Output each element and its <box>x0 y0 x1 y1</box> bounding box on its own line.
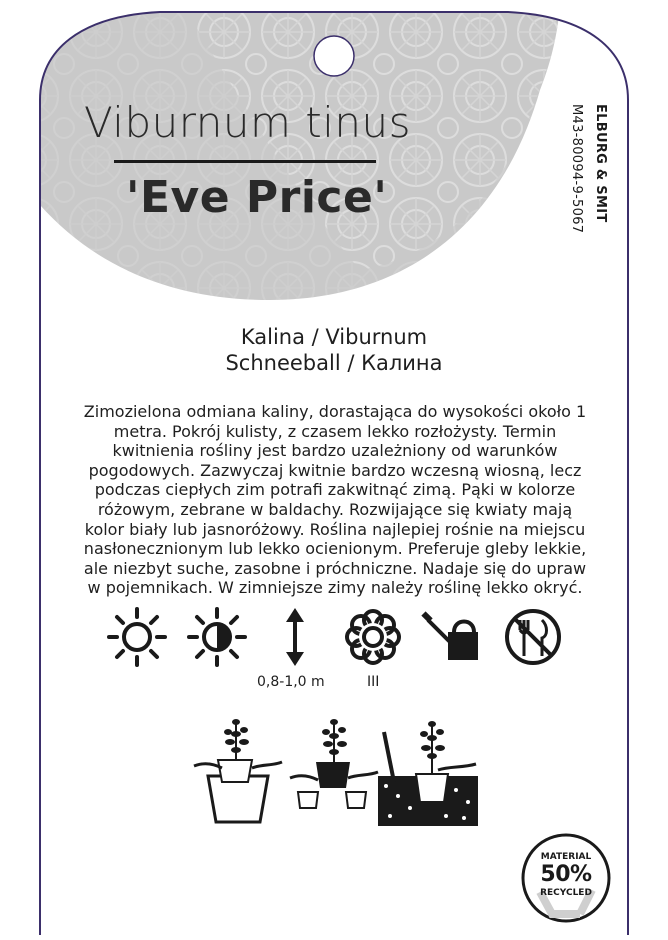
badge-bottom-text: RECYCLED <box>540 888 592 898</box>
brand-name: ELBURG & SMIT <box>593 104 608 223</box>
partial-shade-icon <box>186 606 248 668</box>
hang-hole <box>314 36 354 76</box>
watering-can-icon <box>420 606 488 668</box>
planting-in-soil-icon <box>376 712 480 828</box>
recycled-material-badge <box>520 832 612 924</box>
cultivar-name: 'Eve Price' <box>126 172 388 223</box>
brand-vertical <box>588 104 608 244</box>
code-vertical <box>566 104 586 244</box>
flowering-month-label: III <box>367 674 380 690</box>
description: Zimozielona odmiana kaliny, dorastająca do wysokości około 1 metra. Pokrój kulisty, z czasem lekko rozłożysty. Termin kwitnienia rośliny jest bardzo uzależniony od warunków pogodowych. Zazwyczaj kwitnie bardzo wczesną wiosną, lecz podczas ciepłych zim potrafi zakwitnąć zimą. Pąki w kolorze różowym, zebrane w baldachy. Rozwijające się kwiaty mają kolor biały lub jasnoróżowy. Roślina najlepiej rośnie na miejscu nasłonecznionym lub lekko ocienionym. Preferuje gleby lekkie, ale niezbyt suche, zasobne i próchniczne. Nadaje się do upraw w pojemnikach. W zimniejsze zimy należy roślinę lekko okryć. <box>83 402 587 598</box>
product-code: M43-80094-9-5067 <box>569 104 584 234</box>
flower-icon <box>342 606 404 668</box>
common-name-line2: Schneeball / Калина <box>225 351 443 375</box>
height-arrow-icon <box>264 606 326 668</box>
latin-name: Viburnum tinus <box>84 98 412 147</box>
height-label: 0,8-1,0 m <box>257 674 325 690</box>
title-divider <box>114 160 376 163</box>
badge-percent: 50% <box>540 862 592 887</box>
root-loosening-icon <box>286 712 382 828</box>
full-sun-icon <box>106 606 168 668</box>
pot-removal-icon <box>190 712 286 828</box>
not-edible-icon <box>502 606 564 668</box>
common-name-line1: Kalina / Viburnum <box>240 325 428 349</box>
badge-top-text: MATERIAL <box>540 852 592 862</box>
